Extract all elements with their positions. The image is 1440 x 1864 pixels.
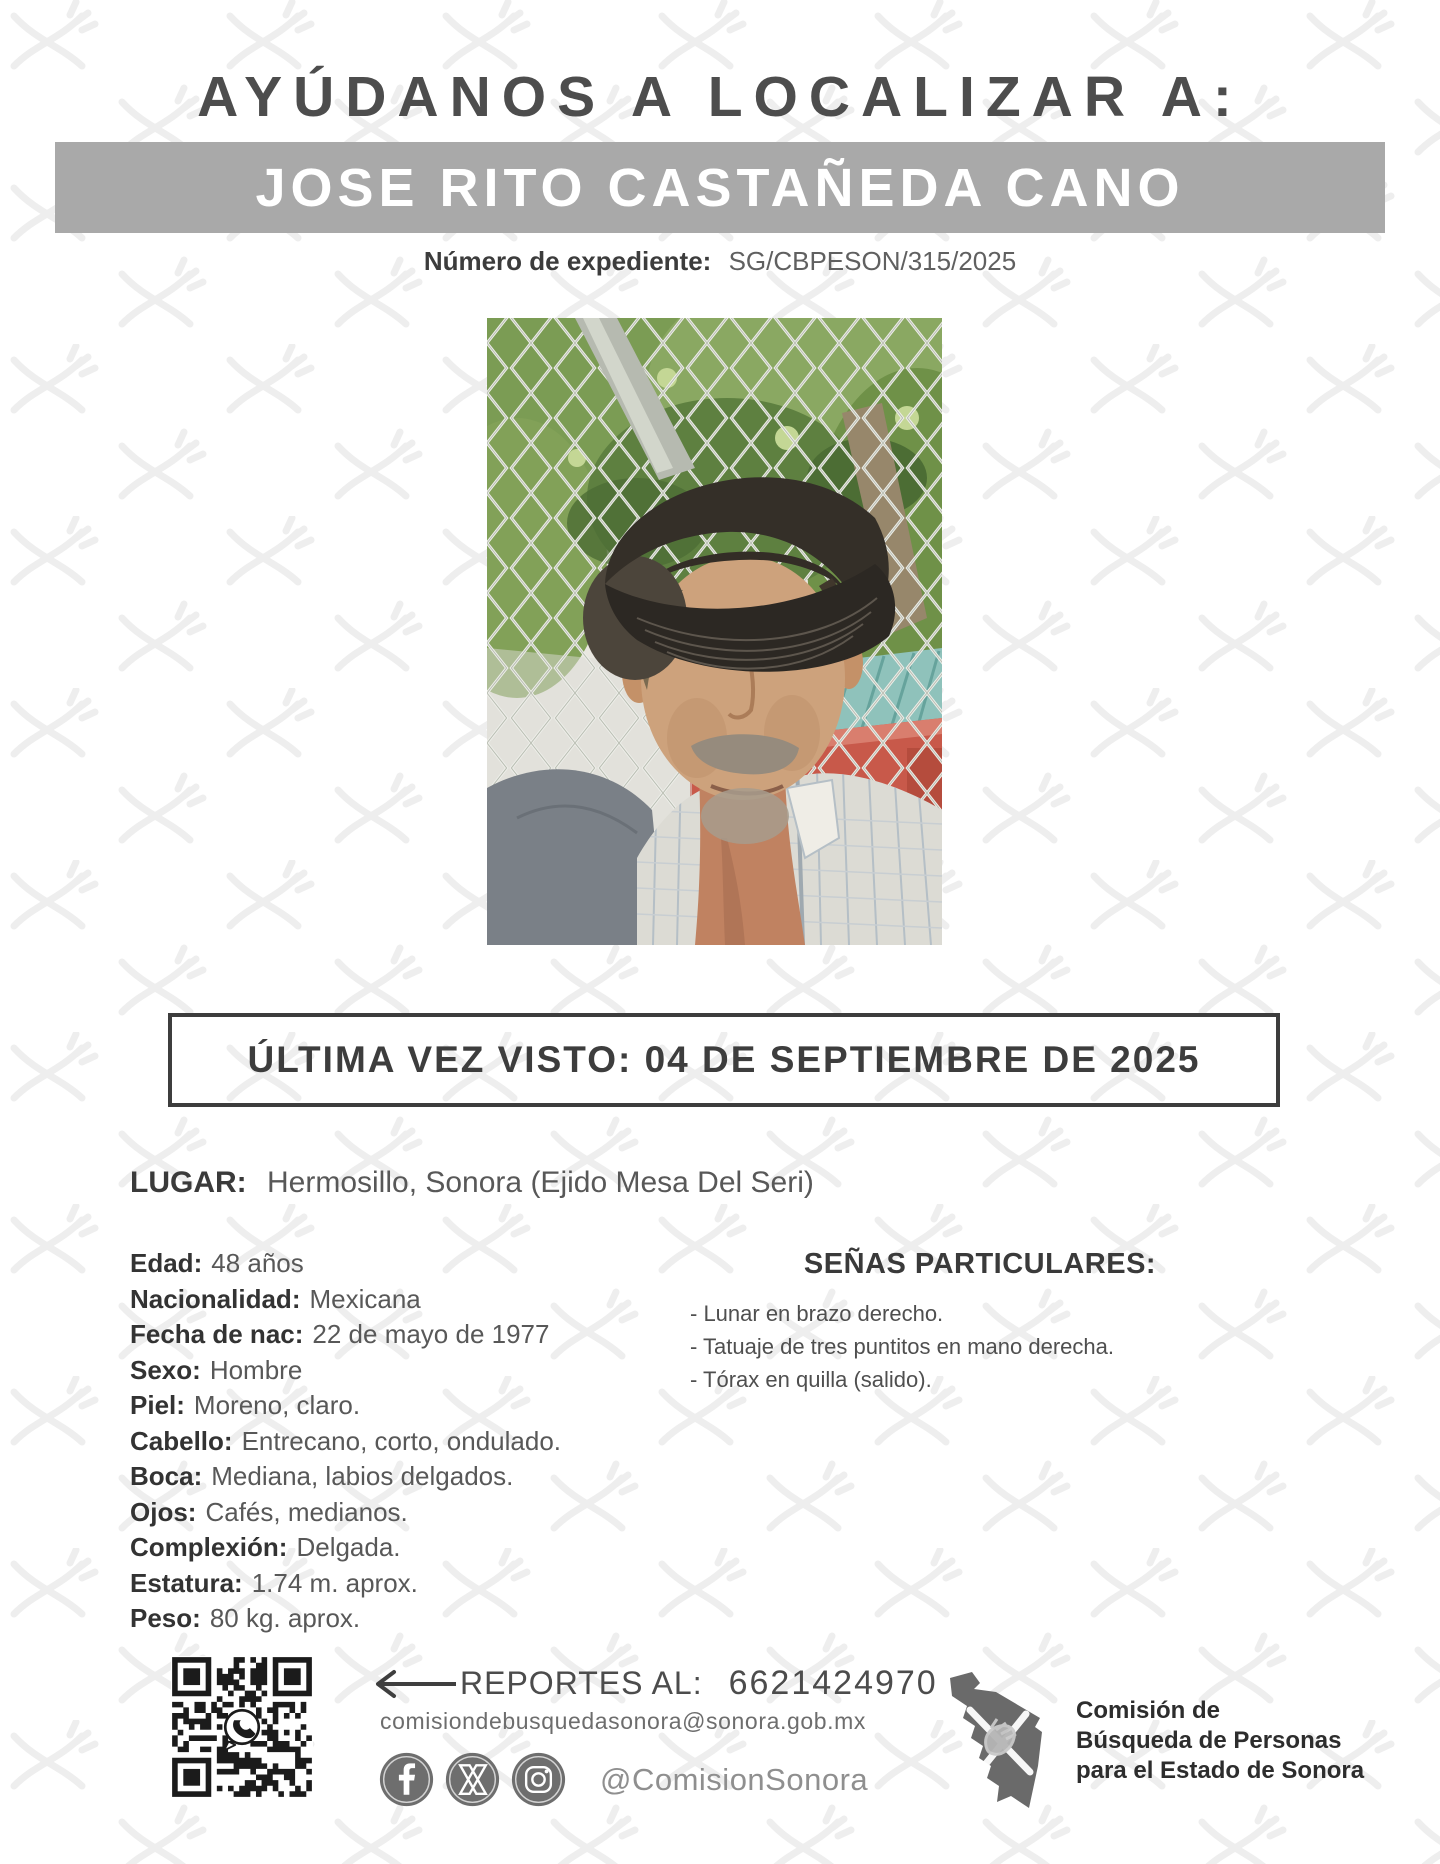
mark-item: - Lunar en brazo derecho. xyxy=(690,1301,944,1326)
left-arrow-icon xyxy=(366,1667,458,1701)
detail-row: Complexión: Delgada. xyxy=(130,1532,401,1562)
reports-phone: 6621424970 xyxy=(728,1664,938,1702)
detail-row: Boca: Mediana, labios delgados. xyxy=(130,1461,514,1491)
location-value: Hermosillo, Sonora (Ejido Mesa Del Seri) xyxy=(267,1166,814,1199)
missing-person-photo xyxy=(487,318,942,945)
reports-label: REPORTES AL: xyxy=(460,1665,703,1701)
x-twitter-icon xyxy=(444,1751,501,1808)
distinguishing-marks-heading: SEÑAS PARTICULARES: xyxy=(803,1248,1157,1280)
qr-code xyxy=(171,1656,313,1798)
mark-item: - Tatuaje de tres puntitos en mano derecha. xyxy=(690,1334,1114,1359)
location-label: LUGAR: xyxy=(130,1166,247,1199)
instagram-icon xyxy=(510,1751,567,1808)
social-row xyxy=(378,1751,868,1808)
contact-email: comisiondebusquedasonora@sonora.gob.mx xyxy=(380,1708,866,1734)
last-seen-text: ÚLTIMA VEZ VISTO: 04 DE SEPTIEMBRE DE 2025 xyxy=(247,1039,1201,1080)
reports-line xyxy=(366,1664,938,1703)
case-number-value: SG/CBPESON/315/2025 xyxy=(728,246,1017,276)
detail-row: Fecha de nac: 22 de mayo de 1977 xyxy=(130,1319,550,1349)
missing-person-name-banner xyxy=(55,142,1385,233)
last-seen-box xyxy=(168,1013,1280,1107)
missing-person-name: JOSE RITO CASTAÑEDA CANO xyxy=(255,157,1185,218)
detail-row: Cabello: Entrecano, corto, ondulado. xyxy=(130,1425,562,1456)
details-list xyxy=(130,1246,561,1637)
case-number-label: Número de expediente: xyxy=(423,246,712,276)
social-handle: @ComisionSonora xyxy=(600,1761,869,1797)
detail-row: Sexo: Hombre xyxy=(130,1354,303,1385)
detail-row: Piel: Moreno, claro. xyxy=(130,1390,361,1420)
detail-row: Peso: 80 kg. aprox. xyxy=(130,1603,361,1633)
detail-row: Estatura: 1.74 m. aprox. xyxy=(130,1567,418,1598)
distinguishing-marks xyxy=(690,1248,1270,1396)
detail-row: Edad: 48 años xyxy=(130,1248,304,1278)
org-name: Comisión de Búsqueda de Personas para el Estado de Sonora xyxy=(1076,1697,1365,1784)
org-logo xyxy=(938,1668,1364,1814)
page-title: AYÚDANOS A LOCALIZAR A: xyxy=(197,65,1243,129)
mark-item: - Tórax en quilla (salido). xyxy=(690,1367,932,1392)
sonora-state-icon xyxy=(938,1668,1060,1814)
detail-row: Nacionalidad: Mexicana xyxy=(130,1283,421,1314)
location-line xyxy=(130,1166,814,1200)
detail-row: Ojos: Cafés, medianos. xyxy=(130,1496,408,1527)
facebook-icon xyxy=(378,1751,435,1808)
case-number-line xyxy=(0,246,1440,277)
